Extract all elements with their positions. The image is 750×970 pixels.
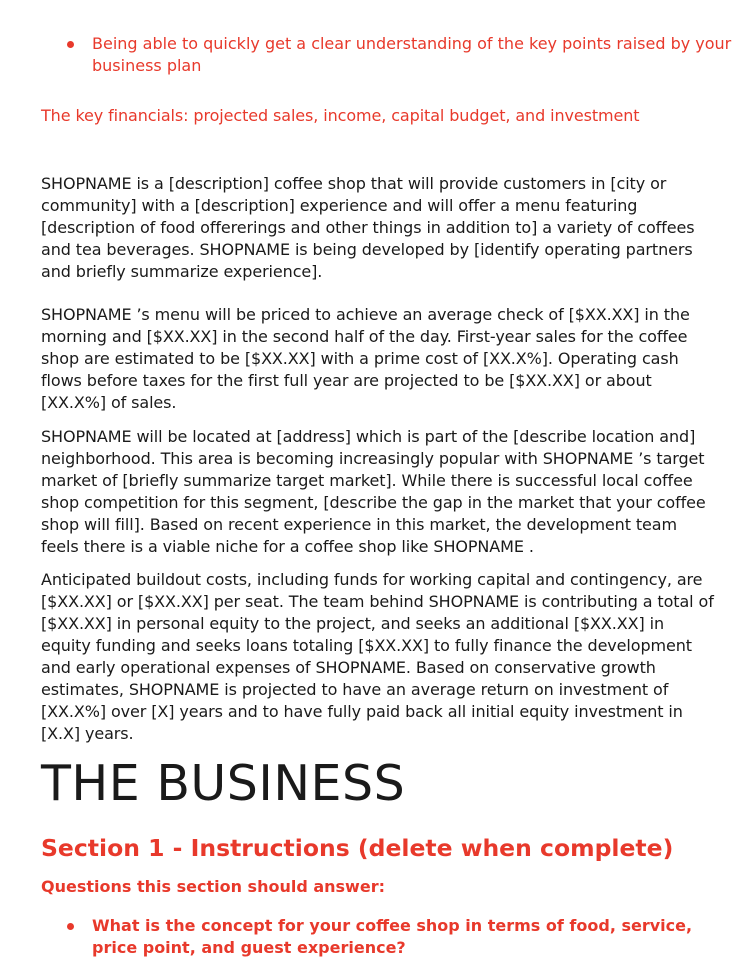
section-heading: Section 1 - Instructions (delete when complete) bbox=[41, 834, 674, 862]
business-heading: THE BUSINESS bbox=[41, 755, 406, 812]
questions-label: Questions this section should answer: bbox=[41, 877, 385, 896]
key-financials-line: The key financials: projected sales, income, capital budget, and investment bbox=[41, 106, 640, 125]
paragraph-1: SHOPNAME is a [description] coffee shop that will provide customers in [city or community] with a [description] experience and will offer a menu featuring [description of food offererings and other things in addition to] a variety of coffees and tea beverages. SHOPNAME is being developed by [identify operating partners and briefly summarize experience]. bbox=[41, 174, 695, 281]
bullet-icon bbox=[67, 41, 74, 48]
question-bullet-item bbox=[41, 915, 742, 959]
paragraph-2: SHOPNAME ’s menu will be priced to achieve an average check of [$XX.XX] in the morning and [$XX.XX] in the second half of the day. First-year sales for the coffee shop are estimated to be [$XX.XX] with a prime cost of [XX.X%]. Operating cash flows before taxes for the first full year are projected to be [$XX.XX] or about [XX.X%] of sales. bbox=[41, 305, 690, 412]
intro-bullet-item bbox=[41, 33, 742, 77]
bullet-icon bbox=[67, 923, 74, 930]
question-bullet-text: What is the concept for your coffee shop in terms of food, service, price point, and guest experience? bbox=[92, 916, 693, 957]
intro-bullet-text: Being able to quickly get a clear understanding of the key points raised by your business plan bbox=[92, 34, 732, 75]
paragraph-3: SHOPNAME will be located at [address] which is part of the [describe location and] neighborhood. This area is becoming increasingly popular with SHOPNAME ’s target market of [briefly summarize target market]. While there is successful local coffee shop competition for this segment, [describe the gap in the market that your coffee shop will fill]. Based on recent experience in this market, the development team feels there is a viable niche for a coffee shop like SHOPNAME . bbox=[41, 427, 706, 556]
paragraph-4: Anticipated buildout costs, including funds for working capital and contingency, are [$XX.XX] or [$XX.XX] per seat. The team behind SHOPNAME is contributing a total of [$XX.XX] in personal equity to the project, and seeks an additional [$XX.XX] in equity funding and seeks loans totaling [$XX.XX] to fully finance the development and early operational expenses of SHOPNAME. Based on conservative growth estimates, SHOPNAME is projected to have an average return on investment of [XX.X%] over [X] years and to have fully paid back all initial equity investment in [X.X] years. bbox=[41, 570, 714, 743]
